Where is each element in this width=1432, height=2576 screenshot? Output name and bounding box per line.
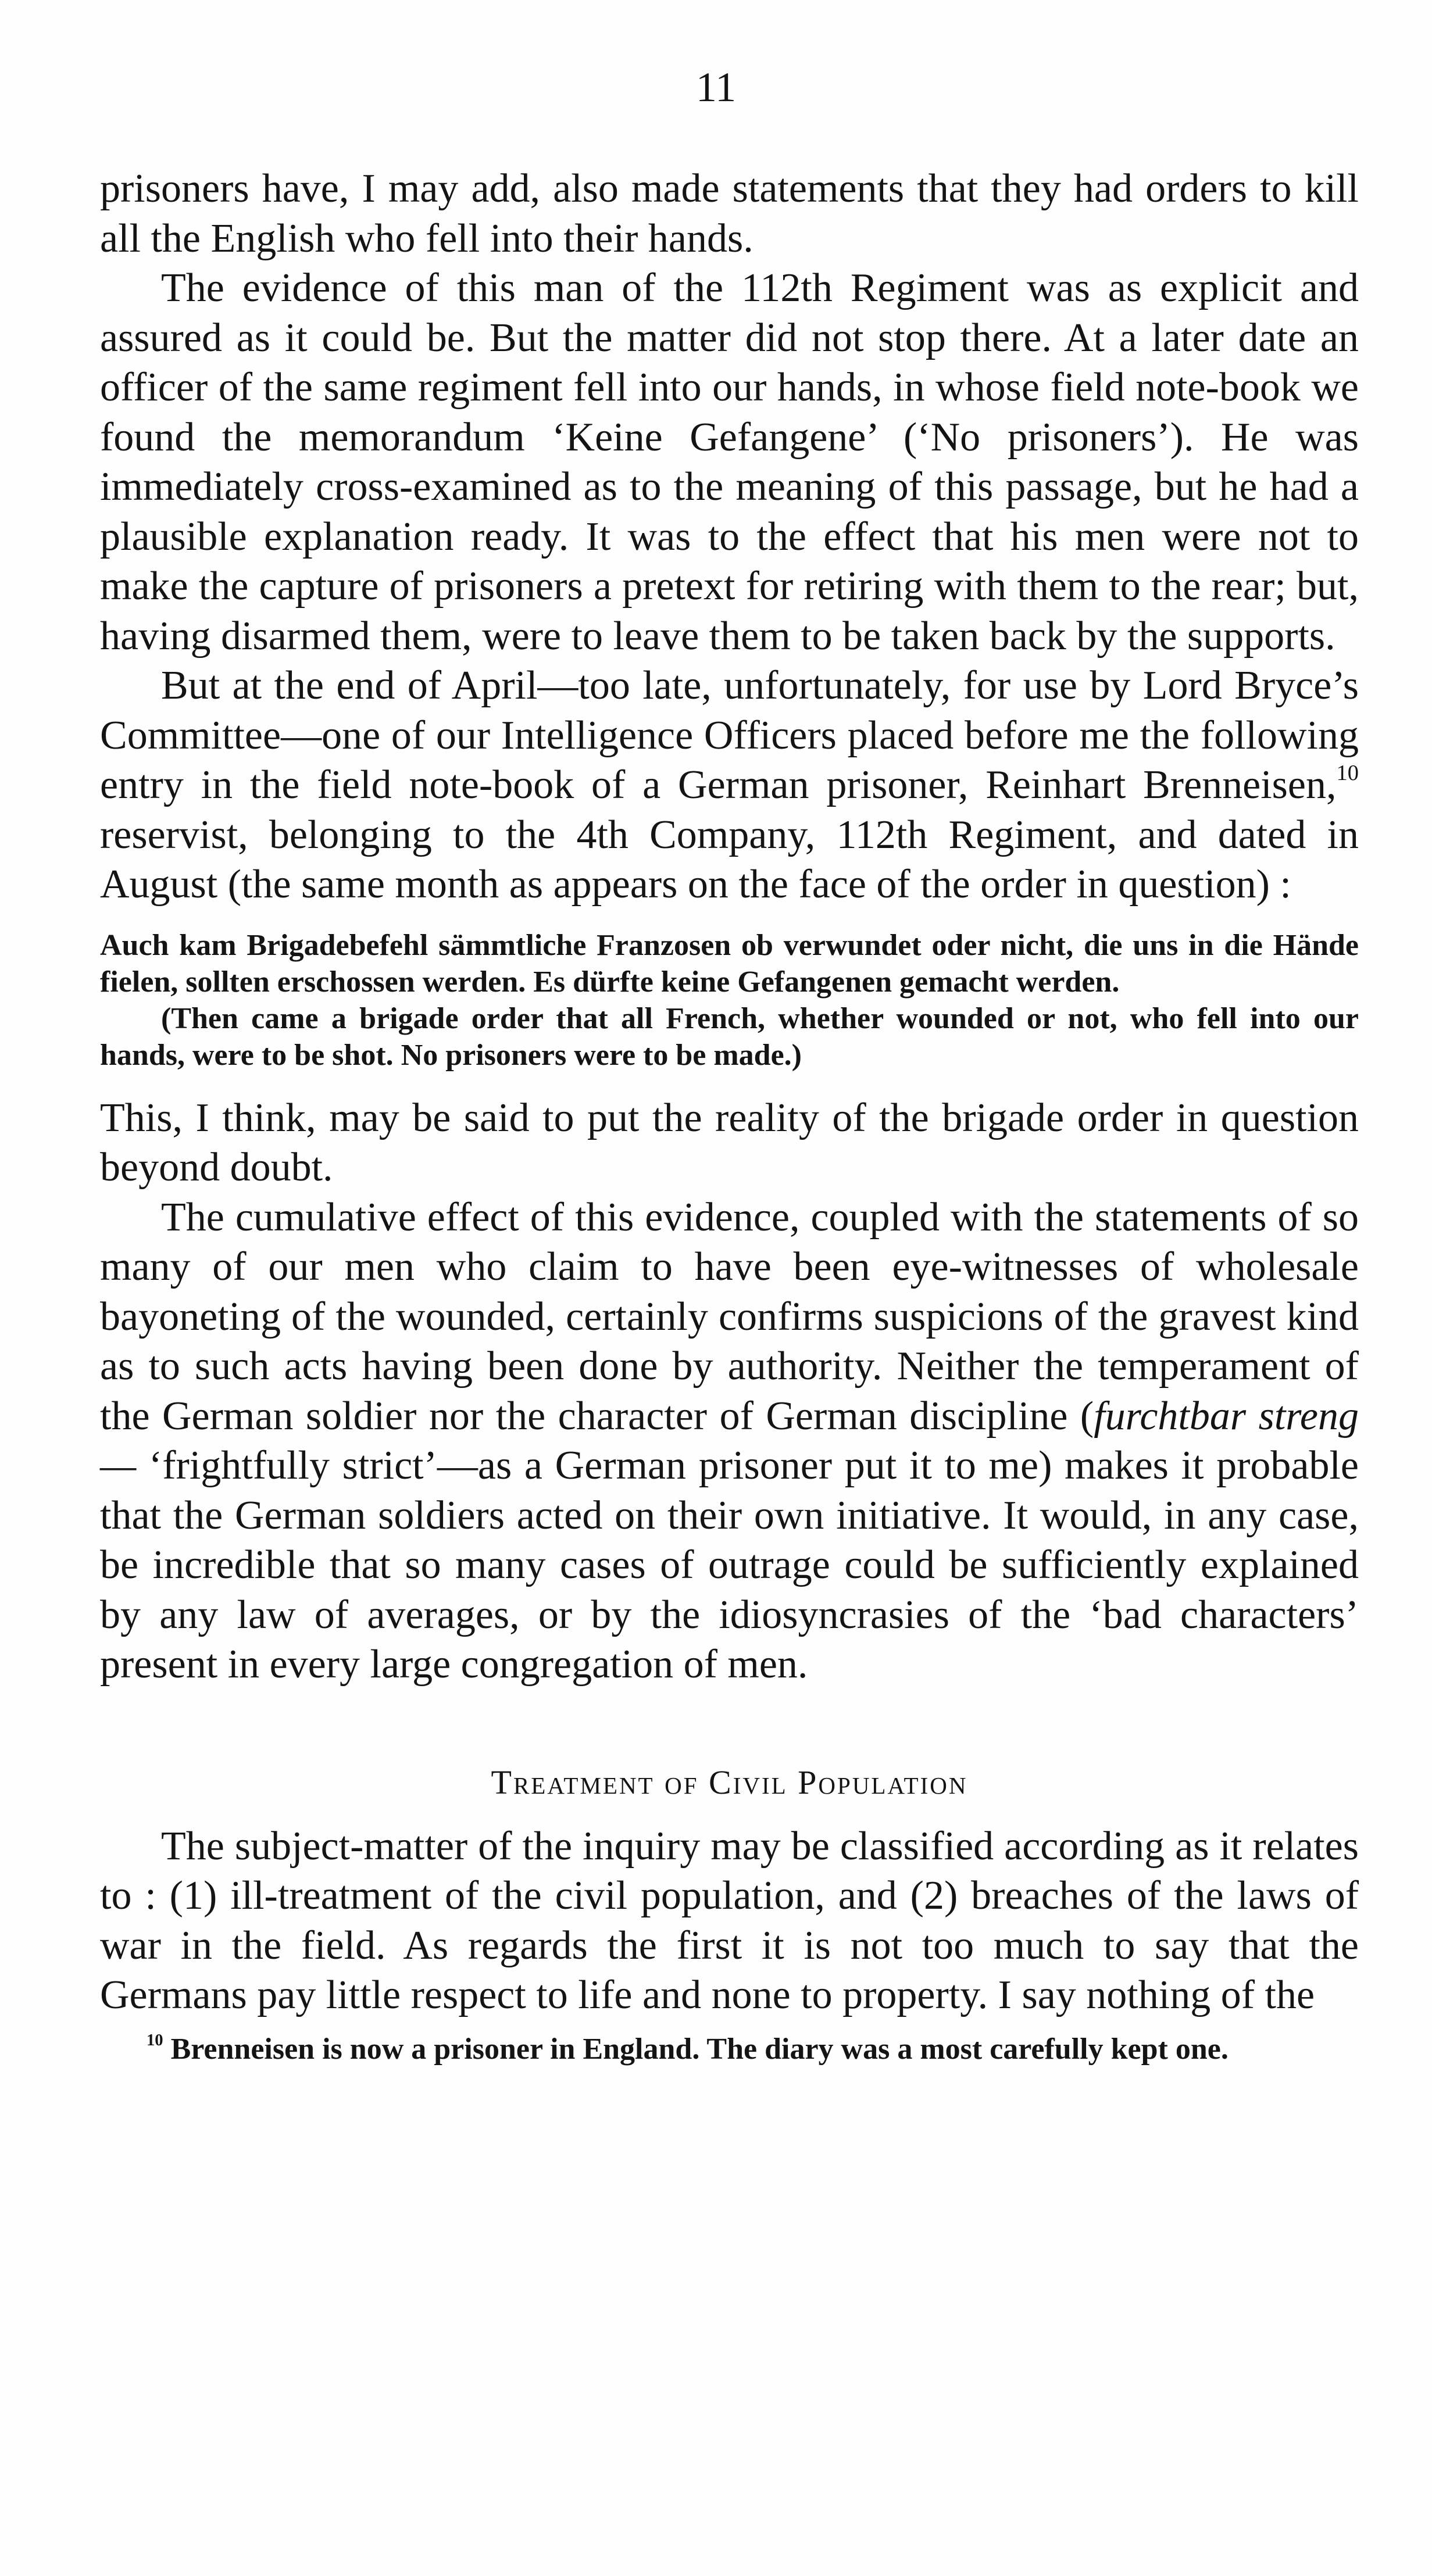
paragraph-3 [100,661,1359,910]
footnote [100,2031,1359,2067]
paragraph-2: The evidence of this man of the 112th Regiment was as explicit and assured as it could be. But the matter did not stop there. At a later date an officer of the same regiment fell into our hands, in whose field note-book we found the memorandum ‘Keine Gefangene’ (‘No prisoners’). He was immediately cross-examined as to the meaning of this passage, but he had a plausible explanation ready. It was to the effect that his men were not to make the capture of prisoners a pretext for retiring with them to the rear; but, having disarmed them, were to leave them to be taken back by the supports. [100,266,1359,659]
paragraph-5-italic-phrase: furchtbar streng— [100,1393,1359,1488]
paragraph-1: prisoners have, I may add, also made statements that they had orders to kill all the English who fell into their hands. [100,166,1359,261]
paragraph-4: This, I think, may be said to put the reality of the brigade order in question beyond doubt. [100,1095,1359,1190]
paragraph-5-text-end: ‘frightfully strict’—as a German prisoner put it to me) makes it probable that the German soldiers acted on their own initiative. It would, in any case, be incredible that so many cases of outrage could be sufficiently explained by any law of averages, or by the idiosyncrasies of the ‘bad characters’ present in every large congregation of men. [100,1443,1359,1687]
paragraph-5-text-start: The cumulative effect of this evidence, coupled with the statements of so many of our men who claim to have been eye-witnesses of wholesale bayoneting of the wounded, certainly confirms suspicions of the gravest kind as to such acts having been done by authority. Neither the temperament of the German soldier nor the character of German discipline ( [100,1194,1359,1439]
page-number: 11 [695,64,737,110]
paragraph-3-text-end: reservist, belonging to the 4th Company, 112th Regiment, and dated in August (the same month as appears on the face of the order in question) : [100,812,1359,907]
paragraph-5 [100,1193,1359,1690]
quote-english-translation: (Then came a brigade order that all French, whether wounded or not, who fell into our hands, were to be shot. No prisoners were to be made.) [100,1001,1359,1072]
section-heading: Treatment of Civil Population [491,1763,968,1801]
paragraph-3-text-start: But at the end of April—too late, unfortunately, for use by Lord Bryce’s Committee—one of our Intelligence Officers placed before me the following entry in the field note-book of a German prisoner, Reinhart Brenneisen, [100,663,1359,807]
block-quote [100,927,1359,1074]
body-text [100,164,1359,2067]
quote-german: Auch kam Brigadebefehl sämmtliche Franzosen ob verwundet oder nicht, die uns in die Hände fielen, sollten erschossen werden. Es dürfte keine Gefangenen gemacht werden. [100,928,1359,999]
paragraph-6: The subject-matter of the inquiry may be classified according as it relates to : (1) ill-treatment of the civil population, and (2) breaches of the laws of war in the field. As regards the first it is not too much to say that the Germans pay little respect to life and none to property. I say nothing of the [100,1823,1359,2017]
footnote-spacer [100,2020,1359,2031]
footnote-text: Brenneisen is now a prisoner in England. The diary was a most carefully kept one. [163,2032,1229,2066]
footnote-number: 10 [147,2031,163,2049]
footnote-reference: 10 [1336,761,1359,786]
